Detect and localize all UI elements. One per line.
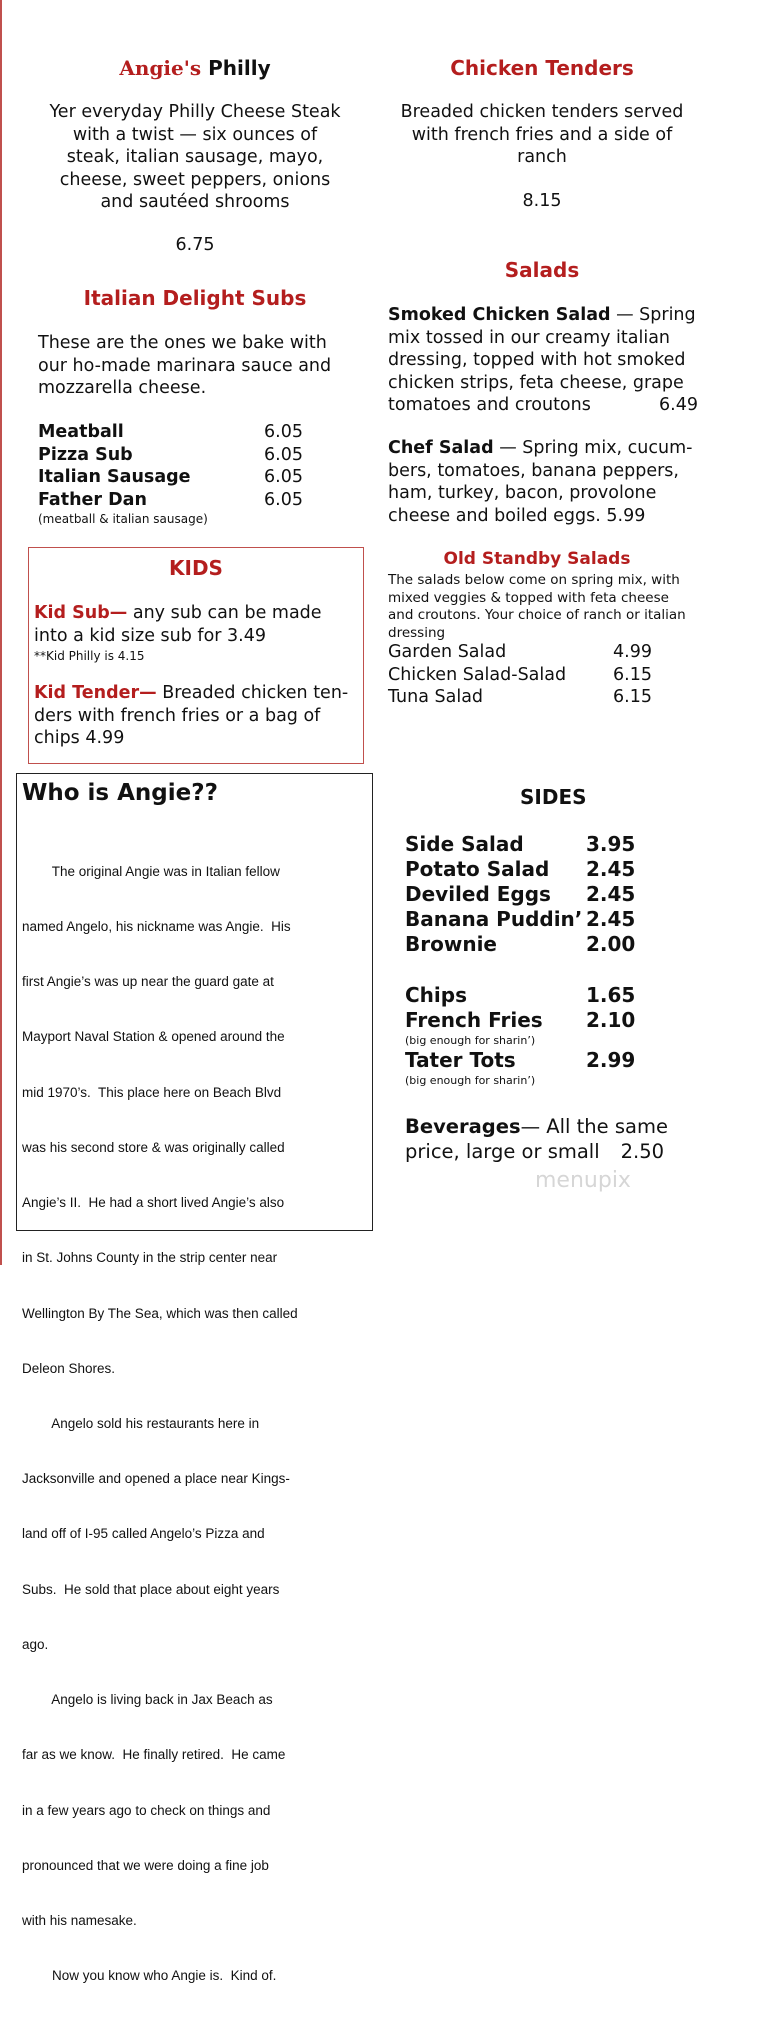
kid-tender-text: Kid Tender— Breaded chicken ten- ders with french fries or a bag of chips 4.99 <box>34 683 349 748</box>
who-is-angie-box <box>16 773 373 1984</box>
kid-tender-label: Kid Tender— <box>34 683 157 703</box>
kids-title: KIDS <box>169 556 223 580</box>
who-is-angie-title: Who is Angie?? <box>22 780 218 806</box>
chef-salad: Chef Salad — Spring mix, cucum- bers, tomatoes, banana peppers, ham, turkey, bacon, provolone cheese and boiled eggs. 5.99 <box>388 438 693 526</box>
french-fries-item: French Fries 2.10 <box>405 1008 636 1032</box>
list-item: Brownie 2.00 <box>405 932 636 956</box>
italian-subs-title: Italian Delight Subs <box>83 286 307 310</box>
list-item: Banana Puddin’ 2.45 <box>405 907 636 931</box>
old-standby-description: The salads below come on spring mix, with mixed veggies & topped with feta cheese and croutons. Your choice of ranch or italian dressing <box>388 572 686 641</box>
sides-title: SIDES <box>520 785 587 809</box>
kid-sub-text: Kid Sub— any sub can be made into a kid size sub for 3.49 <box>34 603 322 646</box>
list-item: Italian Sausage 6.05 <box>38 467 303 487</box>
french-fries-note: (big enough for sharin’) <box>405 1034 536 1047</box>
philly-price: 6.75 <box>175 235 215 255</box>
list-item: Side Salad 3.95 <box>405 832 636 856</box>
sides-list <box>405 832 665 957</box>
chips-item: Chips 1.65 <box>405 983 636 1007</box>
who-is-angie-story: The original Angie was in Italian fellow named Angelo, his nickname was Angie. His first Angie’s was up near the guard gate at Mayport Naval Station & opened around the mid 1970’s. This place here on Beach Blvd was his second store & was originally called Angie’s II. He had a short lived Angie’s also in St. Johns County in the strip center near Wellington By The Sea, which was then called Deleon Shores. Angelo sold his restaurants here in Jacksonville and opened a place near Kings- land off of I-95 called Angelo’s Pizza and Subs. He sold that place about eight years ago. Angelo is living back in Jax Beach as far as we know. He finally retired. He came in a few years ago to check on things and pronounced that we were doing a fine job with his namesake. Now you know who Angie is. Kind of. <box>22 863 298 1984</box>
list-item: Father Dan 6.05 <box>38 489 303 510</box>
angies-logo-text: Angie's <box>119 56 202 80</box>
list-item: Tuna Salad 6.15 <box>388 687 652 707</box>
list-item: Chicken Salad-Salad 6.15 <box>388 664 652 685</box>
chicken-tenders-title: Chicken Tenders <box>450 56 634 80</box>
father-dan-note: (meatball & italian sausage) <box>38 512 208 526</box>
chicken-tenders-description: Breaded chicken tenders served with french fries and a side of ranch <box>400 102 684 167</box>
smoked-chicken-salad: Smoked Chicken Salad — Spring mix tossed in our creamy italian dressing, topped with hot smoked chicken strips, feta cheese, grape tomatoes and croutons 6.49 <box>388 305 698 415</box>
list-item: Deviled Eggs 2.45 <box>405 882 636 906</box>
list-item: Potato Salad 2.45 <box>405 857 636 881</box>
italian-subs-description: These are the ones we bake with our ho-made marinara sauce and mozzarella cheese. <box>38 333 332 398</box>
kid-philly-note: **Kid Philly is 4.15 <box>34 649 145 663</box>
kids-box <box>28 547 364 764</box>
salads-title: Salads <box>504 258 580 282</box>
tater-tots-note: (big enough for sharin’) <box>405 1074 536 1087</box>
list-item: Meatball 6.05 <box>38 422 303 442</box>
chicken-tenders-price: 8.15 <box>522 191 562 211</box>
tater-tots-item: Tater Tots 2.99 <box>405 1048 636 1072</box>
philly-title: Angie's Philly <box>119 56 271 80</box>
list-item: Garden Salad 4.99 <box>388 642 652 662</box>
left-edge-line <box>0 0 2 1265</box>
kid-sub-label: Kid Sub— <box>34 603 128 623</box>
old-standby-list <box>388 641 688 709</box>
philly-description: Yer everyday Philly Cheese Steak with a twist — six ounces of steak, italian sausage, mayo, cheese, sweet peppers, onions and sautéed shrooms <box>49 102 341 212</box>
list-item: Pizza Sub 6.05 <box>38 444 303 465</box>
old-standby-title: Old Standby Salads <box>443 549 631 569</box>
italian-subs-list <box>38 421 338 511</box>
menupix-watermark: menupix <box>535 1168 631 1193</box>
beverages: Beverages— All the same price, large or small 2.50 <box>405 1115 668 1163</box>
